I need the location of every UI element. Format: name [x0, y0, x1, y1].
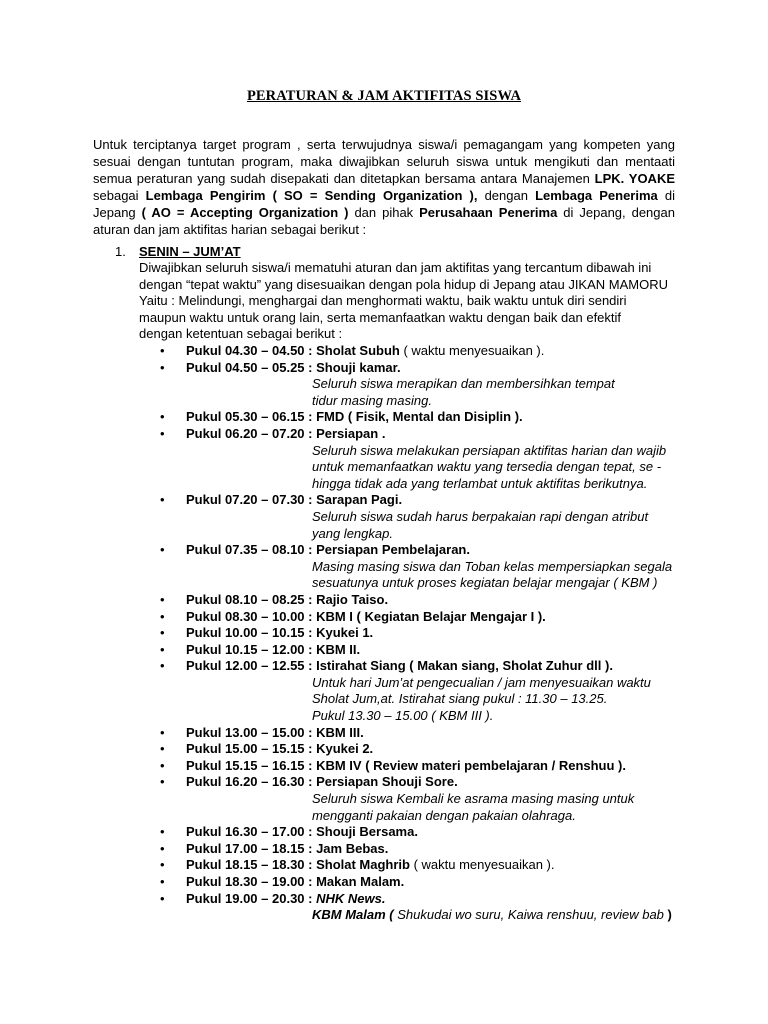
schedule-line: [186, 774, 700, 791]
schedule-note: [312, 907, 700, 924]
schedule-note-title: KBM Malam: [312, 907, 386, 923]
schedule-note: Masing masing siswa dan Toban kelas mempersiapkan segala: [312, 558, 673, 574]
bullet-icon: [160, 592, 186, 609]
schedule-activity: Persiapan Pembelajaran.: [316, 542, 470, 558]
schedule-activity: KBM I ( Kegiatan Belajar Mengajar I ).: [316, 608, 546, 624]
schedule-note-inline: ( waktu menyesuaikan ).: [399, 343, 545, 358]
intro-text: dengan: [477, 188, 536, 203]
bullet-icon: [160, 343, 186, 360]
schedule-item: [160, 741, 700, 758]
schedule-time: Pukul 08.10 – 08.25 :: [186, 591, 317, 607]
schedule-line: [186, 741, 700, 758]
schedule-time: Pukul 07.20 – 07.30 :: [186, 492, 317, 508]
schedule-time: Pukul 19.00 – 20.30 :: [186, 890, 317, 906]
intro-paragraph: [93, 136, 675, 238]
schedule-item: [160, 592, 700, 609]
schedule-item: [160, 343, 700, 360]
schedule-item: [160, 360, 700, 410]
schedule-note-paren: ): [667, 907, 672, 923]
schedule-activity: Makan Malam.: [316, 874, 405, 889]
schedule-item: [160, 492, 700, 542]
schedule-line: [186, 658, 700, 675]
schedule-line: [186, 857, 700, 874]
schedule-note: yang lengkap.: [312, 525, 393, 541]
intro-emphasis: Lembaga Pengirim ( SO = Sending Organization ),: [145, 188, 478, 203]
schedule-note: Pukul 13.30 – 15.00 ( KBM III ).: [312, 708, 494, 724]
schedule-note: Seluruh siswa merapikan dan membersihkan tempat: [312, 376, 615, 392]
schedule-note-inline: ( waktu menyesuaikan ).: [409, 857, 555, 873]
schedule-item: [160, 841, 700, 858]
schedule-item: [160, 409, 700, 426]
schedule-activity: Sholat Subuh: [316, 343, 400, 358]
schedule-note: Seluruh siswa sudah harus berpakaian rapi dengan atribut: [312, 508, 649, 524]
schedule-time: Pukul 15.00 – 15.15 :: [186, 741, 317, 757]
schedule-item: [160, 758, 700, 775]
bullet-icon: [160, 642, 186, 659]
section-title: SENIN – JUM’AT: [139, 244, 241, 259]
schedule-time: Pukul 16.30 – 17.00 :: [186, 824, 317, 840]
section-description-line: maupun waktu untuk orang lain, serta memanfaatkan waktu dengan baik dan efektif: [139, 309, 622, 325]
bullet-icon: [160, 658, 186, 675]
schedule-note: hingga tidak ada yang terlambat untuk aktifitas berikutnya.: [312, 475, 648, 491]
schedule-activity: Istirahat Siang ( Makan siang, Sholat Zuhur dll ).: [316, 658, 613, 674]
schedule-item: [160, 891, 700, 924]
schedule-time: Pukul 16.20 – 16.30 :: [186, 774, 317, 790]
schedule-list: [160, 343, 700, 924]
schedule-item: [160, 857, 700, 874]
schedule-time: Pukul 17.00 – 18.15 :: [186, 840, 317, 856]
bullet-icon: [160, 841, 186, 858]
schedule-line: [186, 874, 700, 891]
intro-emphasis: LPK. YOAKE: [594, 171, 676, 186]
schedule-activity: Shouji Bersama.: [316, 824, 418, 840]
schedule-time: Pukul 18.15 – 18.30 :: [186, 857, 317, 873]
bullet-icon: [160, 774, 186, 791]
section-description: [139, 260, 675, 343]
schedule-note: untuk memanfaatkan waktu yang tersedia dengan tepat, se -: [312, 459, 662, 475]
intro-emphasis: ( AO = Accepting Organization ): [141, 205, 349, 220]
intro-text: di Jepang: [93, 188, 676, 220]
schedule-line: [186, 360, 700, 377]
intro-emphasis: Lembaga Penerima: [535, 188, 658, 203]
document-title: PERATURAN & JAM AKTIFITAS SISWA: [246, 88, 522, 104]
schedule-line: [186, 625, 700, 642]
bullet-icon: [160, 409, 186, 426]
bullet-icon: [160, 426, 186, 443]
bullet-icon: [160, 741, 186, 758]
section-number: 1.: [115, 244, 126, 259]
schedule-activity: Sarapan Pagi.: [316, 492, 403, 508]
intro-text: di Jepang, dengan aturan dan jam aktifitas harian sebagai berikut :: [93, 205, 675, 237]
schedule-activity: Rajio Taiso.: [316, 591, 389, 607]
schedule-line: [186, 492, 700, 509]
schedule-item: [160, 625, 700, 642]
schedule-activity: Jam Bebas.: [316, 840, 389, 856]
section-senin-jumat: [115, 243, 675, 343]
schedule-time: Pukul 04.30 – 04.50 :: [186, 343, 317, 358]
bullet-icon: [160, 758, 186, 775]
schedule-item: [160, 874, 700, 891]
schedule-line: [186, 592, 700, 609]
schedule-activity: Kyukei 2.: [316, 741, 374, 757]
bullet-icon: [160, 492, 186, 509]
bullet-icon: [160, 891, 186, 908]
schedule-note: tidur masing masing.: [312, 392, 432, 408]
schedule-line: [186, 409, 700, 426]
schedule-item: [160, 658, 700, 724]
schedule-activity: KBM II.: [316, 641, 361, 657]
bullet-icon: [160, 609, 186, 626]
section-description-line: dengan “tepat waktu” yang disesuaikan dengan pola hidup di Jepang atau JIKAN MAMORU: [139, 276, 668, 292]
schedule-line: [186, 542, 700, 559]
schedule-note-text: Shukudai wo suru, Kaiwa renshuu, review bab: [397, 907, 668, 923]
schedule-line: [186, 343, 700, 360]
bullet-icon: [160, 360, 186, 377]
schedule-note: Seluruh siswa melakukan persiapan aktifitas harian dan wajib: [312, 442, 667, 458]
bullet-icon: [160, 824, 186, 841]
intro-text: sebagai: [93, 188, 146, 203]
intro-emphasis: Perusahaan Penerima: [419, 205, 558, 220]
schedule-item: [160, 774, 700, 824]
schedule-activity: Sholat Maghrib: [316, 857, 410, 873]
schedule-time: Pukul 10.15 – 12.00 :: [186, 641, 317, 657]
schedule-activity: Shouji kamar.: [316, 359, 401, 375]
schedule-activity: KBM IV ( Review materi pembelajaran / Renshuu ).: [316, 757, 626, 773]
schedule-time: Pukul 07.35 – 08.10 :: [186, 542, 317, 558]
schedule-item: [160, 542, 700, 592]
schedule-item: [160, 725, 700, 742]
schedule-note-paren: (: [385, 907, 398, 923]
schedule-note: sesuatunya untuk proses kegiatan belajar mengajar ( KBM ): [312, 575, 658, 591]
intro-text: dan pihak: [348, 205, 420, 220]
schedule-activity: Kyukei 1.: [316, 625, 374, 641]
schedule-time: Pukul 08.30 – 10.00 :: [186, 608, 317, 624]
schedule-line: [186, 758, 700, 775]
schedule-item: [160, 426, 700, 492]
schedule-item: [160, 642, 700, 659]
schedule-activity: NHK News.: [316, 890, 386, 906]
schedule-time: Pukul 04.50 – 05.25 :: [186, 359, 317, 375]
schedule-note: Seluruh siswa Kembali ke asrama masing masing untuk: [312, 791, 635, 807]
schedule-line: [186, 841, 700, 858]
schedule-activity: KBM III.: [316, 724, 364, 740]
schedule-activity: FMD ( Fisik, Mental dan Disiplin ).: [316, 409, 523, 425]
bullet-icon: [160, 857, 186, 874]
bullet-icon: [160, 725, 186, 742]
schedule-time: Pukul 06.20 – 07.20 :: [186, 425, 317, 441]
schedule-line: [186, 426, 700, 443]
schedule-time: Pukul 12.00 – 12.55 :: [186, 658, 317, 674]
section-description-line: dengan ketentuan sebagai berikut :: [139, 326, 343, 342]
schedule-activity: Persiapan Shouji Sore.: [316, 774, 458, 790]
bullet-icon: [160, 542, 186, 559]
schedule-activity: Persiapan .: [316, 425, 386, 441]
schedule-note: Untuk hari Jum’at pengecualian / jam menyesuaikan waktu: [312, 674, 651, 690]
schedule-note: Sholat Jum,at. Istirahat siang pukul : 11.30 – 13.25.: [312, 691, 608, 707]
schedule-time: Pukul 05.30 – 06.15 :: [186, 409, 317, 425]
intro-text: Untuk terciptanya target program , serta terwujudnya siswa/i pemagangam yang kompeten yang sesuai dengan tuntutan program, maka diwajibkan seluruh siswa untuk mengikuti dan mentaati semua peraturan yang sudah disepakati dan ditetapkan bersama antara Manajemen: [93, 137, 675, 186]
schedule-time: Pukul 18.30 – 19.00 :: [186, 874, 317, 889]
section-description-line: Yaitu : Melindungi, menghargai dan menghormati waktu, baik waktu untuk diri sendiri: [139, 293, 627, 309]
bullet-icon: [160, 874, 186, 891]
section-description-line: Diwajibkan seluruh siswa/i mematuhi aturan dan jam aktifitas yang tercantum dibawah ini: [139, 260, 652, 275]
schedule-line: [186, 891, 700, 908]
bullet-icon: [160, 625, 186, 642]
schedule-line: [186, 824, 700, 841]
section-heading: [115, 243, 675, 260]
schedule-note: mengganti pakaian dengan pakaian olahraga.: [312, 807, 576, 823]
schedule-time: Pukul 13.00 – 15.00 :: [186, 724, 317, 740]
schedule-time: Pukul 10.00 – 10.15 :: [186, 625, 317, 641]
schedule-item: [160, 824, 700, 841]
schedule-line: [186, 642, 700, 659]
schedule-item: [160, 609, 700, 626]
schedule-line: [186, 609, 700, 626]
schedule-time: Pukul 15.15 – 16.15 :: [186, 757, 317, 773]
schedule-line: [186, 725, 700, 742]
